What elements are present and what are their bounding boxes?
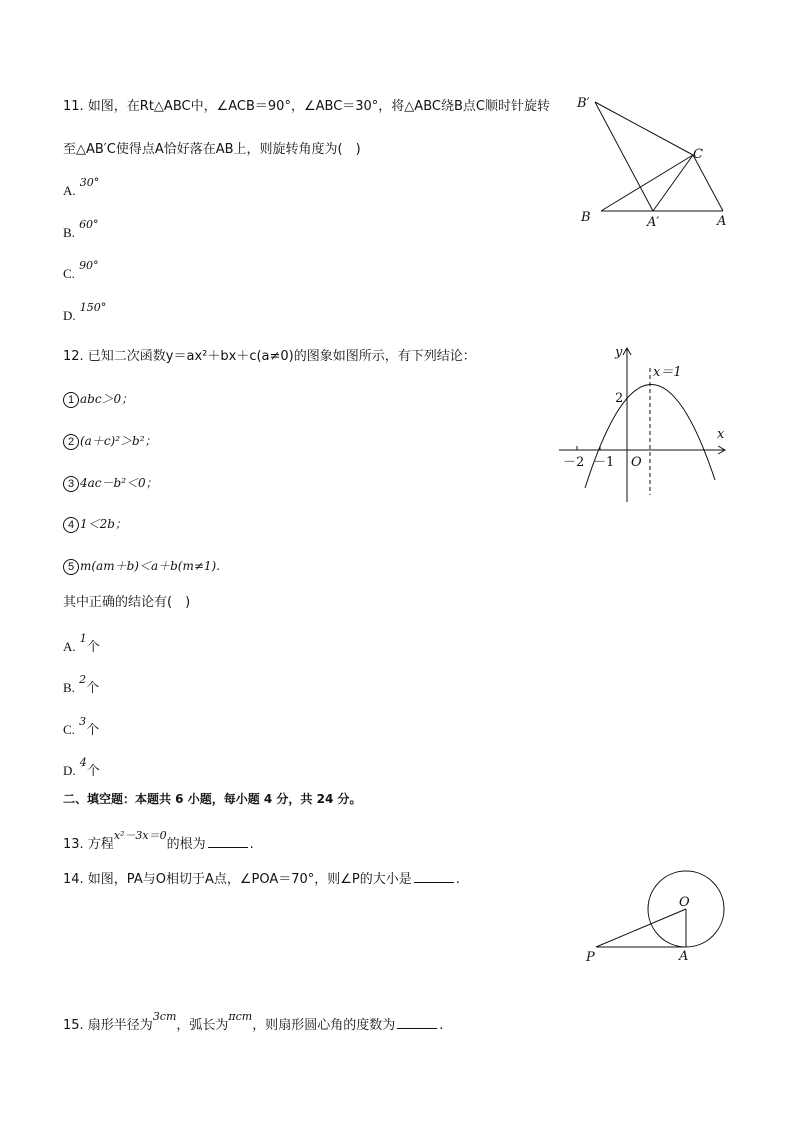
y-intercept-label: 2 bbox=[615, 391, 624, 406]
label-b-prime: B′ bbox=[577, 96, 590, 111]
axis-x-label: x bbox=[717, 427, 725, 442]
label-c: C bbox=[693, 147, 703, 162]
q12-option-d[interactable]: D. $^4$个 bbox=[63, 756, 100, 779]
q13: 13. 方程$^{x^2-3x=0}$的根为 . bbox=[63, 829, 254, 852]
circle-number: 3 bbox=[63, 476, 79, 492]
label-a-prime: A′ bbox=[647, 215, 660, 230]
circle-number: 5 bbox=[63, 559, 79, 575]
q14: 14. 如图，PA与O相切于A点，∠POA＝70°，则∠P的大小是 . bbox=[63, 872, 460, 887]
q12-conclusion-1: 1 abc＞0； bbox=[63, 390, 133, 409]
q12-conclusion-2: 2 (a＋c)²＞b²； bbox=[63, 432, 157, 451]
q11-option-d[interactable]: D. $^{150^\circ}$ bbox=[63, 301, 107, 323]
axis-line-label: x＝1 bbox=[653, 365, 682, 380]
q11-option-b[interactable]: B. $^{60^\circ}$ bbox=[63, 218, 99, 240]
q12-parabola-graph bbox=[555, 340, 735, 505]
origin-label: O bbox=[631, 455, 642, 470]
section-heading: 二、填空题：本题共 6 小题，每小题 4 分，共 24 分。 bbox=[63, 792, 362, 806]
q12-conclusion-4: 4 1＜2b； bbox=[63, 515, 127, 534]
q12-option-c[interactable]: C. $^3$个 bbox=[63, 715, 100, 738]
q11-line2: 至△AB′C使得点A恰好落在AB上，则旋转角度为( ) bbox=[63, 142, 361, 157]
q12-option-a[interactable]: A. $^1$个 bbox=[63, 632, 100, 655]
label-a: A bbox=[679, 949, 689, 964]
q11-option-a[interactable]: A. $^{30^\circ}$ bbox=[63, 176, 100, 198]
q13-answer-blank[interactable] bbox=[208, 835, 248, 848]
circle-number: 4 bbox=[63, 517, 79, 533]
tick-neg1: －1 bbox=[593, 455, 615, 470]
label-o: O bbox=[679, 895, 690, 910]
q13-equation: x²－3x＝0 bbox=[113, 829, 167, 842]
circle-number: 1 bbox=[63, 392, 79, 408]
q12-intro: 12. 已知二次函数y＝ax²＋bx＋c(a≠0)的图象如图所示，有下列结论： bbox=[63, 349, 476, 364]
tick-neg2: －2 bbox=[563, 455, 585, 470]
q12-question: 其中正确的结论有( ) bbox=[63, 595, 191, 610]
label-b: B bbox=[581, 210, 591, 225]
q11-triangle-figure bbox=[575, 95, 735, 230]
q11-line1: 11. 如图，在Rt△ABC中，∠ACB＝90°，∠ABC＝30°，将△ABC绕B点C顺时针旋转 bbox=[63, 99, 550, 114]
q11-option-c[interactable]: C. $^{90^\circ}$ bbox=[63, 259, 99, 281]
q14-answer-blank[interactable] bbox=[414, 870, 454, 883]
label-p: P bbox=[586, 950, 595, 965]
q14-tangent-figure bbox=[582, 862, 732, 967]
label-a: A bbox=[717, 214, 727, 229]
q15: 15. 扇形半径为$^{3cm}$，弧长为$^{\pi cm}$，则扇形圆心角的度数为 . bbox=[63, 1010, 444, 1033]
q12-option-b[interactable]: B. $^2$个 bbox=[63, 673, 100, 696]
circle-number: 2 bbox=[63, 434, 79, 450]
q12-conclusion-3: 3 4ac－b²＜0； bbox=[63, 474, 158, 493]
q12-conclusion-5: 5 m(am＋b)＜a＋b(m≠1). bbox=[63, 557, 220, 576]
q15-answer-blank[interactable] bbox=[397, 1016, 437, 1029]
axis-y-label: y bbox=[615, 345, 623, 360]
